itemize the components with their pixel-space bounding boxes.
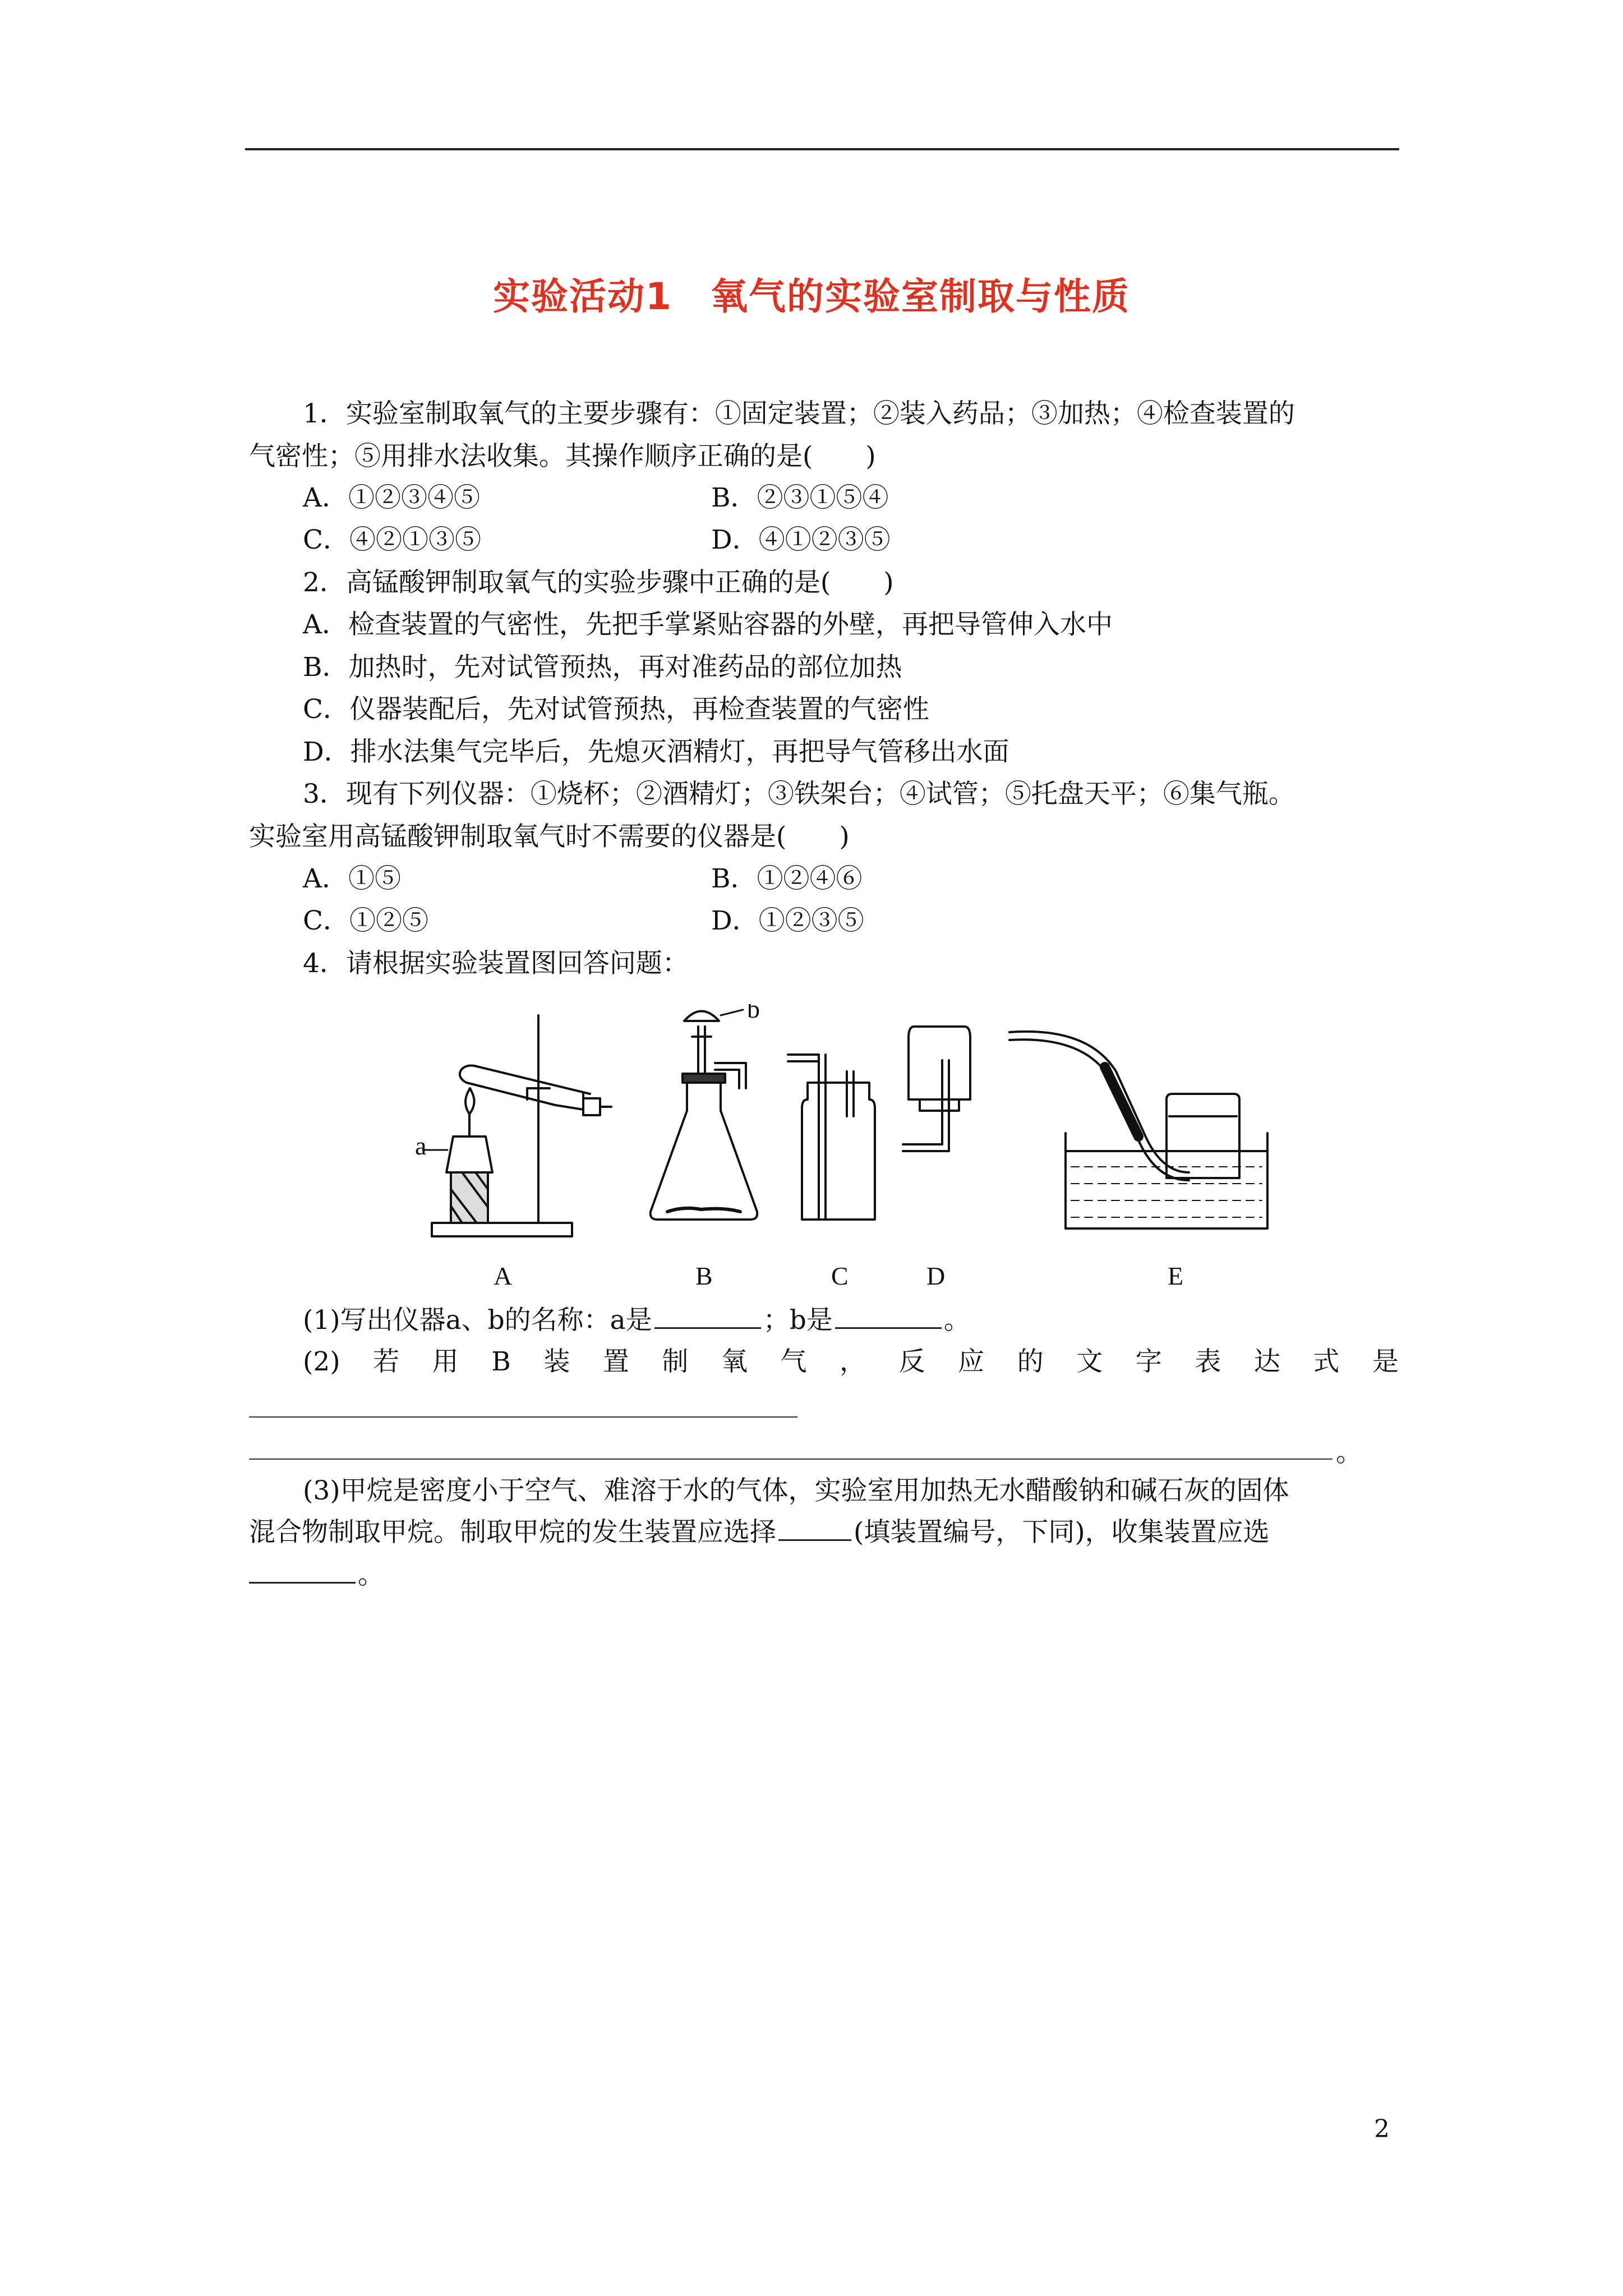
q4-sub3-line2-prefix: 混合物制取甲烷。制取甲烷的发生装置应选择 — [249, 1517, 776, 1548]
q1-option-d: D．④①②③⑤ — [711, 524, 891, 555]
apparatus-a — [423, 1015, 611, 1236]
q3-option-d: D．①②③⑤ — [711, 905, 864, 936]
q4-sub3-line2 — [249, 1517, 1270, 1548]
q1-option-c: C．④②①③⑤ — [303, 524, 481, 555]
label-a: a — [415, 1131, 427, 1160]
q4-sub2-word: ， — [840, 1346, 866, 1377]
page-number: 2 — [1374, 2115, 1390, 2143]
q4-sub2-word: (2) — [303, 1346, 340, 1377]
q4-sub2-word: 用 — [432, 1346, 459, 1377]
q4-sub2-word: 文 — [1076, 1346, 1103, 1377]
q3-option-c: C．①②⑤ — [303, 905, 428, 936]
header-rule — [245, 148, 1399, 150]
q3-option-b: B．①②④⑥ — [711, 863, 863, 894]
q2-option-b: B．加热时，先对试管预热，再对准药品的部位加热 — [303, 652, 902, 683]
apparatus-e — [1009, 1032, 1267, 1228]
q2-option-d: D．排水法集气完毕后，先熄灭酒精灯，再把导气管移出水面 — [303, 737, 1009, 767]
q4-sub2-word: 反 — [898, 1346, 925, 1377]
q4-sub1-suffix: 。 — [943, 1305, 970, 1336]
answer-blank-generator[interactable] — [778, 1537, 851, 1541]
page-title: 实验活动1 氧气的实验室制取与性质 — [493, 275, 1130, 318]
q4-sub2-end-mark: 。 — [1336, 1437, 1362, 1468]
apparatus-b — [651, 1010, 758, 1220]
answer-blank-collector[interactable] — [249, 1580, 356, 1584]
q4-sub3-line2-suffix: (填装置编号，下同)，收集装置应选 — [854, 1517, 1270, 1548]
q1-option-a: A．①②③④⑤ — [303, 482, 480, 513]
q4-sub2-word: B — [491, 1346, 511, 1377]
answer-line-1[interactable] — [249, 1416, 797, 1418]
q4-sub2-word: 氧 — [721, 1346, 748, 1377]
q4-sub2-word: 的 — [1017, 1346, 1044, 1377]
q4-sub2-word: 字 — [1135, 1346, 1162, 1377]
q4-sub3-line1: (3)甲烷是密度小于空气、难溶于水的气体，实验室用加热无水醋酸钠和碱石灰的固体 — [303, 1475, 1289, 1506]
q1-option-b: B．②③①⑤④ — [711, 482, 889, 513]
q3-stem-line1: 3．现有下列仪器：①烧杯；②酒精灯；③铁架台；④试管；⑤托盘天平；⑥集气瓶。 — [303, 779, 1295, 809]
apparatus-figure — [415, 1004, 1279, 1296]
label-b: b — [747, 1004, 760, 1023]
answer-blank-a[interactable] — [654, 1325, 761, 1329]
apparatus-label-c: C — [831, 1262, 849, 1290]
apparatus-label-b: B — [695, 1262, 713, 1290]
q4-sub2-word: 气 — [780, 1346, 807, 1377]
q4-stem: 4．请根据实验装置图回答问题： — [303, 948, 689, 979]
q4-sub1 — [303, 1305, 970, 1336]
apparatus-label-a: A — [494, 1262, 513, 1290]
q3-option-a: A．①⑤ — [303, 863, 401, 894]
q4-sub2-word: 达 — [1253, 1346, 1280, 1377]
q4-sub2-word: 表 — [1195, 1346, 1221, 1377]
q4-sub2-word: 应 — [958, 1346, 985, 1377]
q4-sub2-word: 装 — [543, 1346, 570, 1377]
q4-sub3-line3 — [249, 1559, 384, 1590]
q1-stem-line1: 1．实验室制取氧气的主要步骤有：①固定装置；②装入药品；③加热；④检查装置的 — [303, 398, 1295, 429]
q2-stem: 2．高锰酸钾制取氧气的实验步骤中正确的是( ) — [303, 567, 894, 598]
apparatus-label-e: E — [1168, 1262, 1184, 1290]
q4-sub1-prefix: (1)写出仪器a、b的名称：a是 — [303, 1305, 652, 1336]
q4-sub2-word: 制 — [662, 1346, 689, 1377]
q4-sub2 — [303, 1346, 1399, 1377]
answer-blank-b[interactable] — [835, 1325, 942, 1329]
q2-option-a: A．检查装置的气密性，先把手掌紧贴容器的外壁，再把导管伸入水中 — [303, 609, 1113, 640]
q4-sub3-line3-suffix: 。 — [358, 1559, 384, 1590]
q4-sub2-word: 若 — [373, 1346, 400, 1377]
answer-line-2[interactable] — [249, 1458, 1332, 1460]
q4-sub1-middle: ；b是 — [763, 1305, 833, 1336]
q4-sub2-word: 置 — [602, 1346, 629, 1377]
q1-stem-line2: 气密性；⑤用排水法收集。其操作顺序正确的是( ) — [249, 441, 876, 472]
apparatus-label-d: D — [926, 1262, 946, 1290]
q2-option-c: C．仪器装配后，先对试管预热，再检查装置的气密性 — [303, 694, 929, 725]
q4-sub2-word: 式 — [1313, 1346, 1340, 1377]
q3-stem-line2: 实验室用高锰酸钾制取氧气时不需要的仪器是( ) — [249, 821, 850, 852]
apparatus-c — [788, 1055, 875, 1220]
q4-sub2-word: 是 — [1372, 1346, 1399, 1377]
apparatus-d — [903, 1027, 970, 1151]
